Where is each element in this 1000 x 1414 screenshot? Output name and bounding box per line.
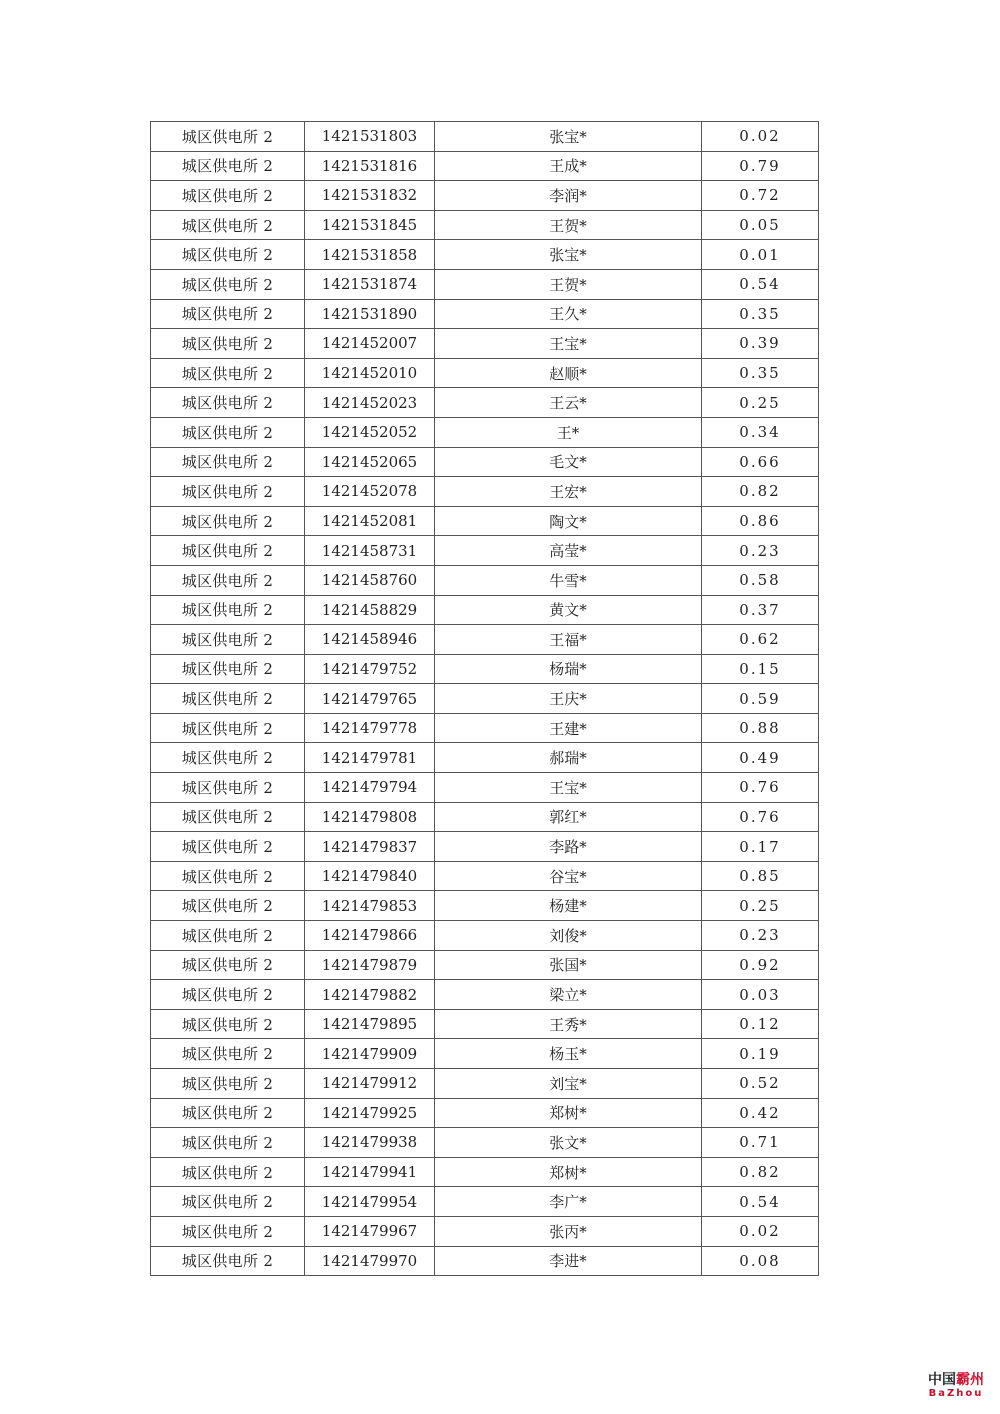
- cell-value: 0.17: [702, 832, 819, 862]
- cell-value: 0.25: [702, 388, 819, 418]
- cell-account-number: 1421458829: [305, 595, 435, 625]
- cell-name: 陶文*: [435, 506, 702, 536]
- cell-name: 毛文*: [435, 447, 702, 477]
- cell-account-number: 1421479781: [305, 743, 435, 773]
- cell-value: 0.76: [702, 802, 819, 832]
- table-row: [151, 447, 819, 477]
- cell-account-number: 1421452052: [305, 417, 435, 447]
- cell-unit: 城区供电所 2: [151, 1187, 305, 1217]
- cell-account-number: 1421531890: [305, 299, 435, 329]
- cell-account-number: 1421458946: [305, 625, 435, 655]
- cell-unit: 城区供电所 2: [151, 802, 305, 832]
- table-row: [151, 625, 819, 655]
- cell-value: 0.37: [702, 595, 819, 625]
- cell-unit: 城区供电所 2: [151, 240, 305, 270]
- table-row: [151, 181, 819, 211]
- table-row: [151, 802, 819, 832]
- cell-unit: 城区供电所 2: [151, 1098, 305, 1128]
- table-row: [151, 743, 819, 773]
- cell-account-number: 1421452010: [305, 358, 435, 388]
- cell-unit: 城区供电所 2: [151, 654, 305, 684]
- cell-name: 赵顺*: [435, 358, 702, 388]
- logo-en: BaZhou: [928, 1388, 984, 1399]
- cell-unit: 城区供电所 2: [151, 1069, 305, 1099]
- cell-value: 0.01: [702, 240, 819, 270]
- cell-value: 0.34: [702, 417, 819, 447]
- cell-account-number: 1421531845: [305, 210, 435, 240]
- cell-name: 李广*: [435, 1187, 702, 1217]
- cell-name: 张宝*: [435, 122, 702, 152]
- cell-unit: 城区供电所 2: [151, 832, 305, 862]
- cell-name: 杨建*: [435, 891, 702, 921]
- cell-value: 0.82: [702, 477, 819, 507]
- table-row: [151, 1039, 819, 1069]
- cell-value: 0.88: [702, 713, 819, 743]
- cell-name: 王福*: [435, 625, 702, 655]
- site-logo: [928, 1372, 984, 1400]
- cell-account-number: 1421479879: [305, 950, 435, 980]
- cell-value: 0.05: [702, 210, 819, 240]
- table-row: [151, 122, 819, 152]
- cell-name: 王宝*: [435, 773, 702, 803]
- cell-unit: 城区供电所 2: [151, 388, 305, 418]
- cell-account-number: 1421479970: [305, 1246, 435, 1276]
- cell-unit: 城区供电所 2: [151, 1039, 305, 1069]
- cell-value: 0.72: [702, 181, 819, 211]
- cell-value: 0.35: [702, 358, 819, 388]
- cell-account-number: 1421479967: [305, 1216, 435, 1246]
- cell-account-number: 1421531858: [305, 240, 435, 270]
- table-row: [151, 1157, 819, 1187]
- cell-value: 0.23: [702, 921, 819, 951]
- cell-name: 杨玉*: [435, 1039, 702, 1069]
- cell-account-number: 1421479853: [305, 891, 435, 921]
- cell-account-number: 1421452007: [305, 329, 435, 359]
- cell-value: 0.42: [702, 1098, 819, 1128]
- cell-name: 谷宝*: [435, 861, 702, 891]
- logo-cn-part2: 霸州: [956, 1372, 984, 1388]
- cell-name: 王庆*: [435, 684, 702, 714]
- cell-unit: 城区供电所 2: [151, 773, 305, 803]
- cell-value: 0.12: [702, 1009, 819, 1039]
- cell-account-number: 1421479840: [305, 861, 435, 891]
- cell-name: 王宏*: [435, 477, 702, 507]
- cell-name: 王贺*: [435, 269, 702, 299]
- cell-account-number: 1421479895: [305, 1009, 435, 1039]
- cell-name: 黄文*: [435, 595, 702, 625]
- cell-account-number: 1421479808: [305, 802, 435, 832]
- cell-unit: 城区供电所 2: [151, 122, 305, 152]
- cell-unit: 城区供电所 2: [151, 269, 305, 299]
- cell-unit: 城区供电所 2: [151, 861, 305, 891]
- cell-unit: 城区供电所 2: [151, 299, 305, 329]
- cell-account-number: 1421479752: [305, 654, 435, 684]
- table-row: [151, 980, 819, 1010]
- logo-cn-part1: 中国: [928, 1372, 956, 1388]
- logo-cn: [928, 1372, 984, 1388]
- cell-name: 郭红*: [435, 802, 702, 832]
- cell-unit: 城区供电所 2: [151, 506, 305, 536]
- cell-name: 王宝*: [435, 329, 702, 359]
- cell-unit: 城区供电所 2: [151, 329, 305, 359]
- table-row: [151, 773, 819, 803]
- cell-value: 0.71: [702, 1128, 819, 1158]
- cell-account-number: 1421452081: [305, 506, 435, 536]
- table-row: [151, 1246, 819, 1276]
- cell-name: 王成*: [435, 151, 702, 181]
- table-row: [151, 595, 819, 625]
- cell-value: 0.03: [702, 980, 819, 1010]
- table-row: [151, 210, 819, 240]
- table-row: [151, 891, 819, 921]
- cell-unit: 城区供电所 2: [151, 891, 305, 921]
- cell-name: 张文*: [435, 1128, 702, 1158]
- cell-unit: 城区供电所 2: [151, 151, 305, 181]
- table-row: [151, 684, 819, 714]
- cell-unit: 城区供电所 2: [151, 477, 305, 507]
- cell-name: 王秀*: [435, 1009, 702, 1039]
- cell-value: 0.23: [702, 536, 819, 566]
- table-row: [151, 477, 819, 507]
- cell-name: 郑树*: [435, 1157, 702, 1187]
- cell-account-number: 1421531803: [305, 122, 435, 152]
- cell-value: 0.35: [702, 299, 819, 329]
- table-row: [151, 151, 819, 181]
- cell-name: 李路*: [435, 832, 702, 862]
- cell-value: 0.15: [702, 654, 819, 684]
- cell-unit: 城区供电所 2: [151, 713, 305, 743]
- cell-value: 0.59: [702, 684, 819, 714]
- cell-unit: 城区供电所 2: [151, 950, 305, 980]
- cell-unit: 城区供电所 2: [151, 1157, 305, 1187]
- cell-value: 0.86: [702, 506, 819, 536]
- table-row: [151, 861, 819, 891]
- cell-account-number: 1421531832: [305, 181, 435, 211]
- table-row: [151, 240, 819, 270]
- cell-unit: 城区供电所 2: [151, 743, 305, 773]
- cell-value: 0.25: [702, 891, 819, 921]
- cell-unit: 城区供电所 2: [151, 536, 305, 566]
- cell-account-number: 1421479794: [305, 773, 435, 803]
- cell-value: 0.54: [702, 269, 819, 299]
- cell-value: 0.08: [702, 1246, 819, 1276]
- cell-unit: 城区供电所 2: [151, 625, 305, 655]
- data-table: [150, 121, 819, 1276]
- cell-account-number: 1421479954: [305, 1187, 435, 1217]
- cell-name: 王久*: [435, 299, 702, 329]
- table-row: [151, 1009, 819, 1039]
- cell-name: 李进*: [435, 1246, 702, 1276]
- cell-name: 杨瑞*: [435, 654, 702, 684]
- table-row: [151, 388, 819, 418]
- cell-name: 王贺*: [435, 210, 702, 240]
- cell-account-number: 1421452065: [305, 447, 435, 477]
- cell-name: 刘俊*: [435, 921, 702, 951]
- cell-account-number: 1421479925: [305, 1098, 435, 1128]
- table-row: [151, 1128, 819, 1158]
- cell-unit: 城区供电所 2: [151, 1246, 305, 1276]
- cell-unit: 城区供电所 2: [151, 980, 305, 1010]
- cell-value: 0.85: [702, 861, 819, 891]
- cell-account-number: 1421479866: [305, 921, 435, 951]
- cell-account-number: 1421479837: [305, 832, 435, 862]
- table-row: [151, 713, 819, 743]
- cell-unit: 城区供电所 2: [151, 358, 305, 388]
- cell-unit: 城区供电所 2: [151, 684, 305, 714]
- cell-account-number: 1421479909: [305, 1039, 435, 1069]
- table-row: [151, 269, 819, 299]
- table-row: [151, 832, 819, 862]
- cell-value: 0.49: [702, 743, 819, 773]
- cell-unit: 城区供电所 2: [151, 565, 305, 595]
- table-row: [151, 506, 819, 536]
- cell-name: 牛雪*: [435, 565, 702, 595]
- cell-unit: 城区供电所 2: [151, 1216, 305, 1246]
- cell-value: 0.54: [702, 1187, 819, 1217]
- cell-value: 0.52: [702, 1069, 819, 1099]
- table-row: [151, 299, 819, 329]
- cell-account-number: 1421531816: [305, 151, 435, 181]
- cell-value: 0.39: [702, 329, 819, 359]
- cell-account-number: 1421479938: [305, 1128, 435, 1158]
- table-row: [151, 417, 819, 447]
- table-row: [151, 921, 819, 951]
- table-row: [151, 1069, 819, 1099]
- cell-name: 张宝*: [435, 240, 702, 270]
- table-row: [151, 950, 819, 980]
- table-row: [151, 329, 819, 359]
- cell-account-number: 1421479765: [305, 684, 435, 714]
- table-body: [151, 122, 819, 1276]
- cell-account-number: 1421458731: [305, 536, 435, 566]
- cell-value: 0.58: [702, 565, 819, 595]
- table-row: [151, 536, 819, 566]
- cell-account-number: 1421479912: [305, 1069, 435, 1099]
- cell-account-number: 1421531874: [305, 269, 435, 299]
- cell-name: 高莹*: [435, 536, 702, 566]
- cell-value: 0.79: [702, 151, 819, 181]
- cell-unit: 城区供电所 2: [151, 447, 305, 477]
- cell-account-number: 1421479778: [305, 713, 435, 743]
- table-row: [151, 358, 819, 388]
- cell-value: 0.66: [702, 447, 819, 477]
- cell-value: 0.02: [702, 122, 819, 152]
- cell-value: 0.76: [702, 773, 819, 803]
- cell-name: 王*: [435, 417, 702, 447]
- cell-name: 郝瑞*: [435, 743, 702, 773]
- cell-unit: 城区供电所 2: [151, 210, 305, 240]
- cell-name: 王建*: [435, 713, 702, 743]
- cell-name: 梁立*: [435, 980, 702, 1010]
- cell-name: 郑树*: [435, 1098, 702, 1128]
- cell-unit: 城区供电所 2: [151, 595, 305, 625]
- cell-unit: 城区供电所 2: [151, 921, 305, 951]
- cell-account-number: 1421452078: [305, 477, 435, 507]
- cell-account-number: 1421458760: [305, 565, 435, 595]
- cell-unit: 城区供电所 2: [151, 417, 305, 447]
- cell-name: 张国*: [435, 950, 702, 980]
- cell-value: 0.62: [702, 625, 819, 655]
- table-row: [151, 565, 819, 595]
- cell-value: 0.82: [702, 1157, 819, 1187]
- cell-account-number: 1421479941: [305, 1157, 435, 1187]
- table-row: [151, 1187, 819, 1217]
- cell-name: 张丙*: [435, 1216, 702, 1246]
- cell-unit: 城区供电所 2: [151, 1128, 305, 1158]
- table-row: [151, 1216, 819, 1246]
- cell-value: 0.92: [702, 950, 819, 980]
- cell-unit: 城区供电所 2: [151, 181, 305, 211]
- cell-unit: 城区供电所 2: [151, 1009, 305, 1039]
- cell-name: 刘宝*: [435, 1069, 702, 1099]
- table-row: [151, 1098, 819, 1128]
- cell-name: 王云*: [435, 388, 702, 418]
- cell-value: 0.19: [702, 1039, 819, 1069]
- cell-name: 李润*: [435, 181, 702, 211]
- cell-value: 0.02: [702, 1216, 819, 1246]
- cell-account-number: 1421452023: [305, 388, 435, 418]
- table-row: [151, 654, 819, 684]
- cell-account-number: 1421479882: [305, 980, 435, 1010]
